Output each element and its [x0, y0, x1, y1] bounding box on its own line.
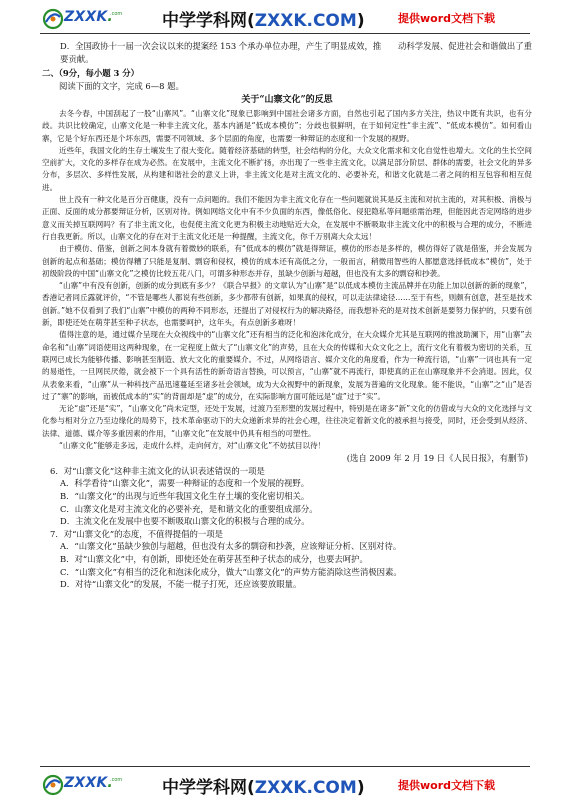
article-paragraph: 近些年，我国文化的生存土壤发生了很大变化。随着经济基础的转型，社会结构的分化，大众文化需求和文化自觉性也增大。文化的生长空间空前扩大，文化的多样存在成为必然。在发展中，主流文化不断扩扬，亦出现了一些非主流文化，以满足部分阶层、群体的需要，社会文化的异多分布，多层次、多样性发展，从构建和谐社会的意义上讲，非主流文化是对主流文化的、必要补充，和谐文化就是二者之间的相互包容和相互促进。: [42, 145, 532, 192]
question-stem: 6．对“山寨文化”这种非主流文化的认识表述错误的一项是: [50, 465, 265, 476]
footer-download-tagline: 提供word文档下载: [398, 779, 496, 792]
question-option: C．“山寨文化”有相当的泛化和泡沫化成分，做大“山寨文化”的声势方能消除这些消极因素。: [60, 566, 402, 577]
page-footer: [0, 764, 570, 800]
question-6: [42, 465, 532, 528]
prev-option-d: D．全国政协十一届一次会议以来的提案经 153 个承办单位办理，产生了明显成效，推 动科学发展、促进社会和谐做出了重要贡献。: [60, 41, 532, 64]
article-body: [42, 108, 532, 452]
question-option: A．“山寨文化”虽缺少独创与超越，但也没有太多的剽窃和抄袭，应该辩证分析、区别对待。: [60, 541, 402, 552]
site-url: ZXXK.COM: [254, 11, 357, 31]
article-paragraph: “山寨文化”能够走多远，走成什么样，走向何方，对“山寨文化”不妨拭目以待！: [59, 440, 326, 450]
article-paragraph: 值得注意的是，通过媒介呈现在大众视线中的“山寨文化”还有相当的泛化和泡沫化成分，在大众媒介尤其是互联网的推波助澜下，用“山寨”去命名和“山寨”词语使用这两种现象，在一定程度上做大了“山寨文化”的声势，且在大众的传媒和大众文化之上，流行文化有着极为密切的关系，互联网已成长为能够传播、影响甚至制造、放大文化的重要媒介。不过，从网络语言、媒介文化的角度看，作为一种流行语，“山寨”一词也具有一定的易逝性，一旦网民厌倦，就会被下一个具有活性的新奇语言替换，可以预言，“山寨”就不再流行，即使真的正在山寨现象并不会消退。因此，仅从表象来看，“山寨”从一种科技产品迅速蔓延至诸多社会领域，成为大众视野中的新现象，发展为普遍的文化现象。能不能说，“山寨”之“山”是否过了“寨”的影响，而被低成本的“实”的背面却是“虚”的成分，在实际影响方面可能远是“虚”过于“实”。: [42, 330, 532, 401]
footer-rule: [40, 766, 530, 767]
site-logo: [42, 6, 134, 32]
article-paragraph: 无论“虚”还是“实”，“山寨文化”尚未定型，还处于发展，过渡乃至形塑的发展过程中，特别是在诸多“新”文化的仿借或与大众的文化选择与文化参与相对分立乃至边缘化的局势下，技术革命驱动下的大众递新求异的社会心理，往往决定着新文化的被承担与接受，同时，还会受到从经济、法律、道德、媒介等多重因素的作用，“山寨文化”在发展中仍具有相当的可塑性。: [42, 404, 532, 438]
article-paragraph: 世上没有一种文化是百分百健康，没有一点问题的。我们不能因为非主流文化存在一些问题就说其是反主流和对抗主流的，对其积极、消极与正面、反面的成分都要辩证分析，区别对待。例如网络文化中有不少负面的东西，像低俗化、侵犯隐私等问题亟需治理，但能因此否定网络的进步意义而关掉互联网吗？有了非主流文化，也促使主流文化更为积极主动地贴近大众，在发展中不断吸取非主流文化中的积极与合理的成分，不断进行自我更新。所以，山寨文化的存在对于主流文化还是一种提醒，主流文化，你千万别离大众太远！: [42, 195, 532, 241]
section-instruction: 阅读下面的文字，完成 6—8 题。: [59, 80, 184, 91]
footer-site-title: 中学学科网(ZXXK.COM): [162, 778, 365, 798]
article-paragraph: “山寨”中有没有创新，创新的成分到底有多少？《联合早报》的文章认为“山寨”是“以低成本模仿主流品牌并在功能上加以创新的新的现象”，香港记者同丘露就评价，“不管是哪些人都说有些创新，多少都带有创新，如果真的侵权，可以走法律途径……至于有些，则颇有创意，甚至是技术创新。”她不仅看到了我们“山寨”中模仿的两种不同形态，还提出了对侵权行为的解决路径，而我想补充的是对技术创新是要努力保护的，只要有创新，即使还处在萌芽甚至种子状态，也需要呵护，这年头，有点创新多难呀！: [42, 281, 532, 328]
swirl-logo-icon: [42, 774, 64, 796]
section-heading: 二、（9分，每小题 3 分）: [42, 68, 140, 79]
question-option: B．对“山寨文化”中，有创新，即使还处在萌芽甚至种子状态的成分，也要去呵护。: [60, 554, 368, 565]
page-header: [0, 0, 570, 36]
question-7: [42, 528, 532, 591]
article-source: (选自 2009 年 2 月 19 日《人民日报》，有删节): [346, 453, 528, 464]
article-paragraph: 由于模仿、借鉴，创新之间本身就有着微妙的联系，有“低成本的模仿”就是得辩证，模仿的形态是多样的，模仿得好了就是借鉴，并会发展为创新的起点和基础；模仿得糟了只能是复制、剽窃和侵权，模仿的成本还有高低之分，一般而言，稍微用智些的人都愿意选择低成本“模仿”，处于初级阶段的中国“山寨文化”之模仿比较五花八门，可谓多种形态并存，虽缺少创新与超越，但也没有太多的剽窃和抄袭。: [42, 244, 532, 278]
brand-suffix: .com: [110, 11, 123, 17]
download-tagline: 提供word文档下载: [398, 12, 496, 25]
article-title: 关于“山寨文化”的反思: [241, 95, 333, 106]
article-paragraph: 去冬今春，中国刮起了一股“山寨风”。“山寨文化”现象已影响到中国社会诸多方面，自然也引起了国内多方关注，热议中既有共识，也有分歧。共识比较确定，山寨文化是一种非主流文化，基本内涵是“低成本模仿”；分歧也很鲜明，在于如何定性“非主流”、“低成本模仿”。如何看山寨，它是个好东西还是个坏东西，需要不同领域、多个层面的角度，也需要一种辩证的态度和一个发展的视野。: [42, 108, 532, 143]
site-title: 中学学科网(ZXXK.COM): [162, 11, 365, 31]
brand-suffix: .com: [110, 777, 123, 783]
page-content: [42, 40, 532, 591]
swirl-logo-icon: [42, 8, 64, 30]
brand-name: ZXXK.: [64, 775, 113, 791]
brand-name: ZXXK.: [64, 9, 113, 25]
question-stem: 7．对“山寨文化”的态度，不值得提倡的一项是: [50, 528, 224, 539]
footer-logo: [42, 772, 134, 798]
question-option: C．山寨文化是对主流文化的必要补充，是和谐文化的重要组成部分。: [60, 503, 318, 514]
site-url: ZXXK.COM: [254, 778, 357, 798]
question-option: B．“山寨文化”的出现与近些年我国文化生存土壤的变化密切相关。: [60, 491, 310, 502]
question-option: D．主流文化在发展中也要不断吸取山寨文化的积极与合理的成分。: [60, 516, 310, 527]
header-rule: [40, 33, 530, 34]
question-option: A．科学看待“山寨文化”，需要一种辩证的态度和一个发展的视野。: [60, 478, 310, 489]
question-option: D．对待“山寨文化”的发展，不能一棍子打死，还应该要放眼量。: [60, 579, 302, 590]
